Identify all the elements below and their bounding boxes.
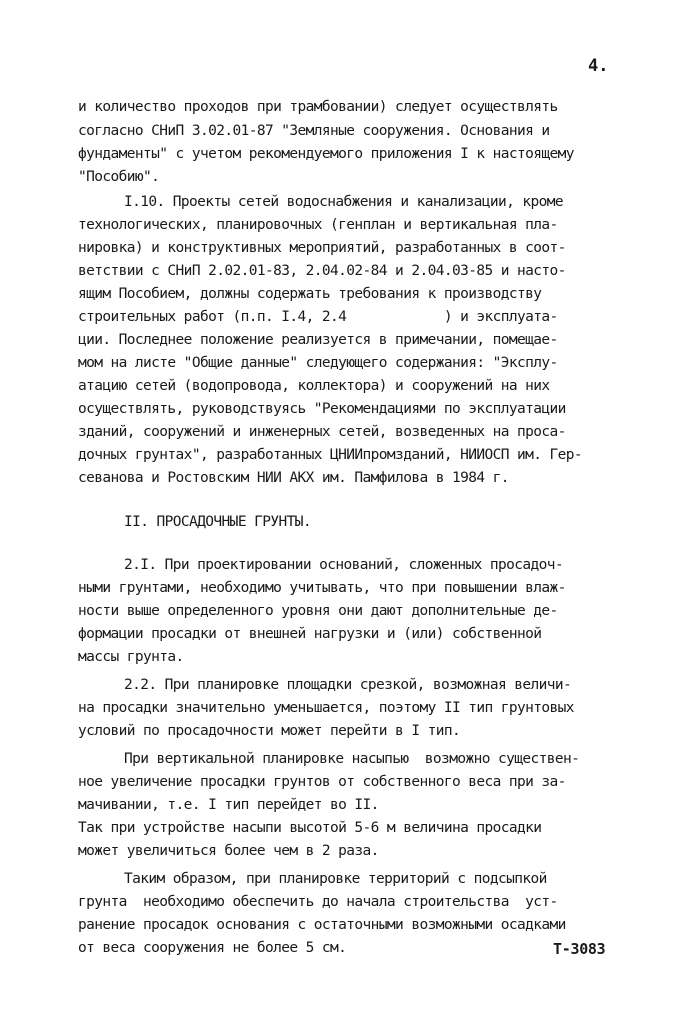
text-line: мом на листе "Общие данные" следующего содержания: "Эксплу- — [78, 355, 558, 371]
text-line: I.10. Проекты сетей водоснабжения и канализации, кроме — [124, 194, 564, 210]
text-line: Таким образом, при планировке территорий с подсыпкой — [124, 871, 547, 887]
text-line: 2.I. При проектировании оснований, сложенных просадоч- — [124, 557, 564, 573]
text-line: ное увеличение просадки грунтов от собственного веса при за- — [78, 774, 566, 790]
text-line: нировка) и конструктивных мероприятий, разработанных в соот- — [78, 240, 566, 256]
text-line: на просадки значительно уменьшается, поэтому II тип грунтовых — [78, 700, 574, 716]
text-line: 2.2. При планировке площадки срезкой, возможная величи- — [124, 677, 572, 693]
text-line: фундаменты" с учетом рекомендуемого приложения I к настоящему — [78, 146, 574, 162]
text-line: атацию сетей (водопровода, коллектора) и сооружений на них — [78, 378, 550, 394]
text-line: ции. Последнее положение реализуется в примечании, помещае- — [78, 332, 558, 348]
section-heading: II. ПРОСАДОЧНЫЕ ГРУНТЫ. — [124, 514, 311, 530]
document-code: Т-3083 — [553, 940, 606, 958]
text-line: формации просадки от внешней нагрузки и (или) собственной — [78, 626, 542, 642]
text-line: зданий, сооружений и инженерных сетей, возведенных на проса- — [78, 424, 566, 440]
text-line: "Пособию". — [78, 169, 160, 185]
text-line: При вертикальной планировке насыпью возможно существен- — [124, 751, 580, 767]
text-line: ветствии с СНиП 2.02.01-83, 2.04.02-84 и 2.04.03-85 и насто- — [78, 263, 566, 279]
text-line: от веса сооружения не более 5 см. — [78, 940, 347, 956]
text-line: севанова и Ростовским НИИ АКХ им. Памфилова в 1984 г. — [78, 470, 509, 486]
text-line: грунта необходимо обеспечить до начала строительства уст- — [78, 894, 558, 910]
text-line: массы грунта. — [78, 649, 184, 665]
text-line: согласно СНиП 3.02.01-87 "Земляные сооружения. Основания и — [78, 123, 550, 139]
text-line: ящим Пособием, должны содержать требования к производству — [78, 286, 542, 302]
text-line: Так при устройстве насыпи высотой 5-6 м величина просадки — [78, 820, 542, 836]
text-line: осуществлять, руководствуясь "Рекомендациями по эксплуатации — [78, 401, 566, 417]
text-line: технологических, планировочных (генплан и вертикальная пла- — [78, 217, 558, 233]
text-line: условий по просадочности может перейти в I тип. — [78, 723, 461, 739]
text-line: и количество проходов при трамбовании) следует осуществлять — [78, 99, 558, 115]
text-line: ности выше определенного уровня они дают дополнительные де- — [78, 603, 558, 619]
text-line: строительных работ (п.п. I.4, 2.4 ) и эксплуата- — [78, 309, 558, 325]
text-line: ными грунтами, необходимо учитывать, что при повышении влаж- — [78, 580, 566, 596]
text-line: мачивании, т.е. I тип перейдет во II. — [78, 797, 379, 813]
text-line: может увеличиться более чем в 2 раза. — [78, 843, 379, 859]
text-line: ранение просадок основания с остаточными возможными осадками — [78, 917, 566, 933]
page-number: 4. — [588, 56, 609, 76]
text-line: дочных грунтах", разработанных ЦНИИпромзданий, НИИОСП им. Гер- — [78, 447, 583, 463]
